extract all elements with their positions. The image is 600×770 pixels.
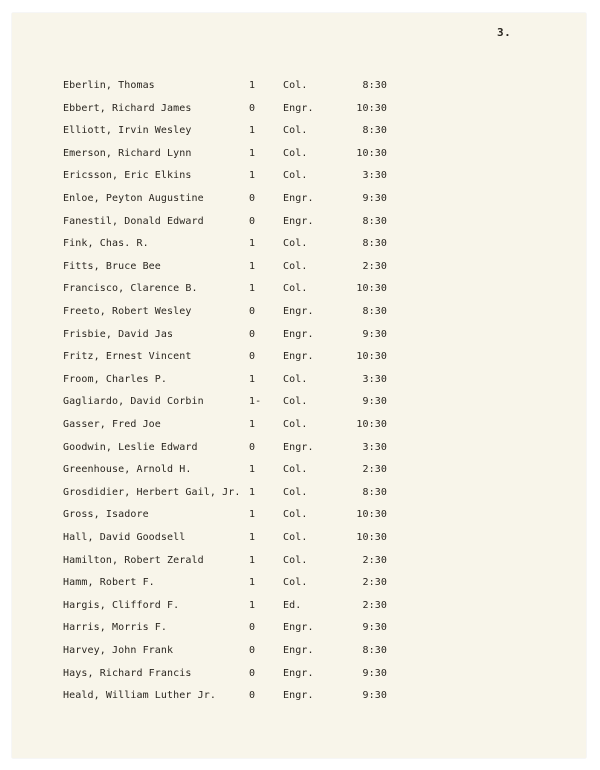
appointment-time: 8:30 <box>362 645 387 656</box>
status-code: 1 <box>249 486 256 498</box>
appointment-time: 3:30 <box>362 373 387 385</box>
roster-row <box>12 304 586 320</box>
student-name: Grosdidier, Herbert Gail, Jr. <box>63 486 241 498</box>
student-name: Emerson, Richard Lynn <box>63 147 192 159</box>
student-name: Harris, Morris F. <box>63 622 168 634</box>
status-code: 1 <box>249 464 256 476</box>
school-abbrev: Col. <box>283 419 308 430</box>
status-code: 1 <box>249 170 256 182</box>
school-abbrev: Col. <box>283 486 308 498</box>
roster-row <box>12 462 586 478</box>
school-abbrev: Ed. <box>283 599 302 611</box>
school-abbrev: Engr. <box>283 667 314 679</box>
status-code: 0 <box>249 667 256 679</box>
school-abbrev: Engr. <box>283 645 314 656</box>
status-code: 1 <box>249 554 256 566</box>
status-code: 0 <box>249 328 256 340</box>
student-name: Hamilton, Robert Zerald <box>63 554 204 566</box>
school-abbrev: Engr. <box>283 690 314 702</box>
status-code: 0 <box>249 102 256 114</box>
student-name: Gross, Isadore <box>63 509 149 521</box>
roster-row <box>12 168 586 184</box>
roster-row <box>12 123 586 139</box>
school-abbrev: Engr. <box>283 328 314 340</box>
student-name: Eberlin, Thomas <box>63 80 155 91</box>
school-abbrev: Col. <box>283 170 308 182</box>
appointment-time: 8:30 <box>362 125 387 137</box>
roster-row <box>12 643 586 659</box>
roster-row <box>12 530 586 546</box>
status-code: 1 <box>249 283 256 295</box>
student-name: Fritz, Ernest Vincent <box>63 351 192 363</box>
student-name: Hamm, Robert F. <box>63 577 155 589</box>
school-abbrev: Col. <box>283 532 308 543</box>
student-name: Froom, Charles P. <box>63 373 168 385</box>
appointment-time: 2:30 <box>362 464 387 476</box>
status-code: 1 <box>249 260 256 272</box>
student-name: Greenhouse, Arnold H. <box>63 464 192 476</box>
school-abbrev: Col. <box>283 125 308 137</box>
student-name: Hargis, Clifford F. <box>63 599 180 611</box>
school-abbrev: Col. <box>283 238 308 250</box>
status-code: 0 <box>249 306 256 317</box>
appointment-time: 10:30 <box>356 147 387 159</box>
roster-row <box>12 78 586 94</box>
school-abbrev: Col. <box>283 373 308 385</box>
school-abbrev: Col. <box>283 80 308 91</box>
student-name: Francisco, Clarence B. <box>63 283 198 295</box>
appointment-time: 10:30 <box>356 351 387 363</box>
status-code: 1 <box>249 577 256 589</box>
school-abbrev: Col. <box>283 283 308 295</box>
student-name: Fanestil, Donald Edward <box>63 215 204 227</box>
school-abbrev: Col. <box>283 509 308 521</box>
appointment-time: 8:30 <box>362 215 387 227</box>
roster-row <box>12 349 586 365</box>
status-code: 0 <box>249 193 256 204</box>
roster-row <box>12 146 586 162</box>
school-abbrev: Engr. <box>283 306 314 317</box>
appointment-time: 9:30 <box>362 193 387 204</box>
school-abbrev: Col. <box>283 577 308 589</box>
roster-row <box>12 236 586 252</box>
appointment-time: 8:30 <box>362 80 387 91</box>
school-abbrev: Col. <box>283 147 308 159</box>
student-name: Heald, William Luther Jr. <box>63 690 217 702</box>
appointment-time: 8:30 <box>362 486 387 498</box>
roster-row <box>12 598 586 614</box>
school-abbrev: Col. <box>283 396 308 408</box>
roster-row <box>12 101 586 117</box>
school-abbrev: Engr. <box>283 193 314 204</box>
student-name: Freeto, Robert Wesley <box>63 306 192 317</box>
page-number: 3. <box>497 26 512 39</box>
roster-row <box>12 191 586 207</box>
roster-row <box>12 327 586 343</box>
student-name: Gagliardo, David Corbin <box>63 396 204 408</box>
status-code: 0 <box>249 351 256 363</box>
student-name: Hays, Richard Francis <box>63 667 192 679</box>
school-abbrev: Engr. <box>283 215 314 227</box>
status-code: 1 <box>249 509 256 521</box>
status-code: 0 <box>249 645 256 656</box>
student-name: Ebbert, Richard James <box>63 102 192 114</box>
roster-row <box>12 485 586 501</box>
roster-row <box>12 688 586 704</box>
appointment-time: 9:30 <box>362 690 387 702</box>
appointment-time: 10:30 <box>356 509 387 521</box>
status-code: 0 <box>249 690 256 702</box>
school-abbrev: Engr. <box>283 351 314 363</box>
roster-row <box>12 507 586 523</box>
student-name: Elliott, Irvin Wesley <box>63 125 192 137</box>
school-abbrev: Engr. <box>283 102 314 114</box>
appointment-time: 8:30 <box>362 238 387 250</box>
roster-row <box>12 553 586 569</box>
status-code: 0 <box>249 622 256 634</box>
student-name: Ericsson, Eric Elkins <box>63 170 192 182</box>
appointment-time: 9:30 <box>362 622 387 634</box>
school-abbrev: Col. <box>283 464 308 476</box>
appointment-time: 3:30 <box>362 441 387 453</box>
appointment-time: 2:30 <box>362 554 387 566</box>
appointment-time: 9:30 <box>362 328 387 340</box>
document-page <box>12 13 586 758</box>
school-abbrev: Col. <box>283 260 308 272</box>
status-code: 1 <box>249 125 256 137</box>
roster-row <box>12 394 586 410</box>
status-code: 1 <box>249 80 256 91</box>
student-name: Fink, Chas. R. <box>63 238 149 250</box>
roster-row <box>12 620 586 636</box>
appointment-time: 2:30 <box>362 260 387 272</box>
status-code: 1 <box>249 419 256 430</box>
roster-row <box>12 281 586 297</box>
appointment-time: 10:30 <box>356 283 387 295</box>
roster-row <box>12 259 586 275</box>
roster-row <box>12 575 586 591</box>
student-name: Enloe, Peyton Augustine <box>63 193 204 204</box>
appointment-time: 10:30 <box>356 102 387 114</box>
appointment-time: 2:30 <box>362 577 387 589</box>
student-name: Fitts, Bruce Bee <box>63 260 161 272</box>
appointment-time: 10:30 <box>356 532 387 543</box>
roster-row <box>12 666 586 682</box>
status-code: 1- <box>249 396 262 408</box>
school-abbrev: Col. <box>283 554 308 566</box>
appointment-time: 8:30 <box>362 306 387 317</box>
status-code: 1 <box>249 599 256 611</box>
status-code: 1 <box>249 532 256 543</box>
student-name: Goodwin, Leslie Edward <box>63 441 198 453</box>
roster-row <box>12 372 586 388</box>
status-code: 1 <box>249 238 256 250</box>
appointment-time: 3:30 <box>362 170 387 182</box>
appointment-time: 9:30 <box>362 667 387 679</box>
roster-row <box>12 214 586 230</box>
status-code: 0 <box>249 215 256 227</box>
school-abbrev: Engr. <box>283 441 314 453</box>
roster-row <box>12 440 586 456</box>
status-code: 1 <box>249 373 256 385</box>
school-abbrev: Engr. <box>283 622 314 634</box>
student-name: Frisbie, David Jas <box>63 328 174 340</box>
appointment-time: 9:30 <box>362 396 387 408</box>
roster-row <box>12 417 586 433</box>
status-code: 1 <box>249 147 256 159</box>
appointment-time: 2:30 <box>362 599 387 611</box>
student-name: Hall, David Goodsell <box>63 532 186 543</box>
appointment-time: 10:30 <box>356 419 387 430</box>
student-name: Gasser, Fred Joe <box>63 419 161 430</box>
student-name: Harvey, John Frank <box>63 645 174 656</box>
status-code: 0 <box>249 441 256 453</box>
